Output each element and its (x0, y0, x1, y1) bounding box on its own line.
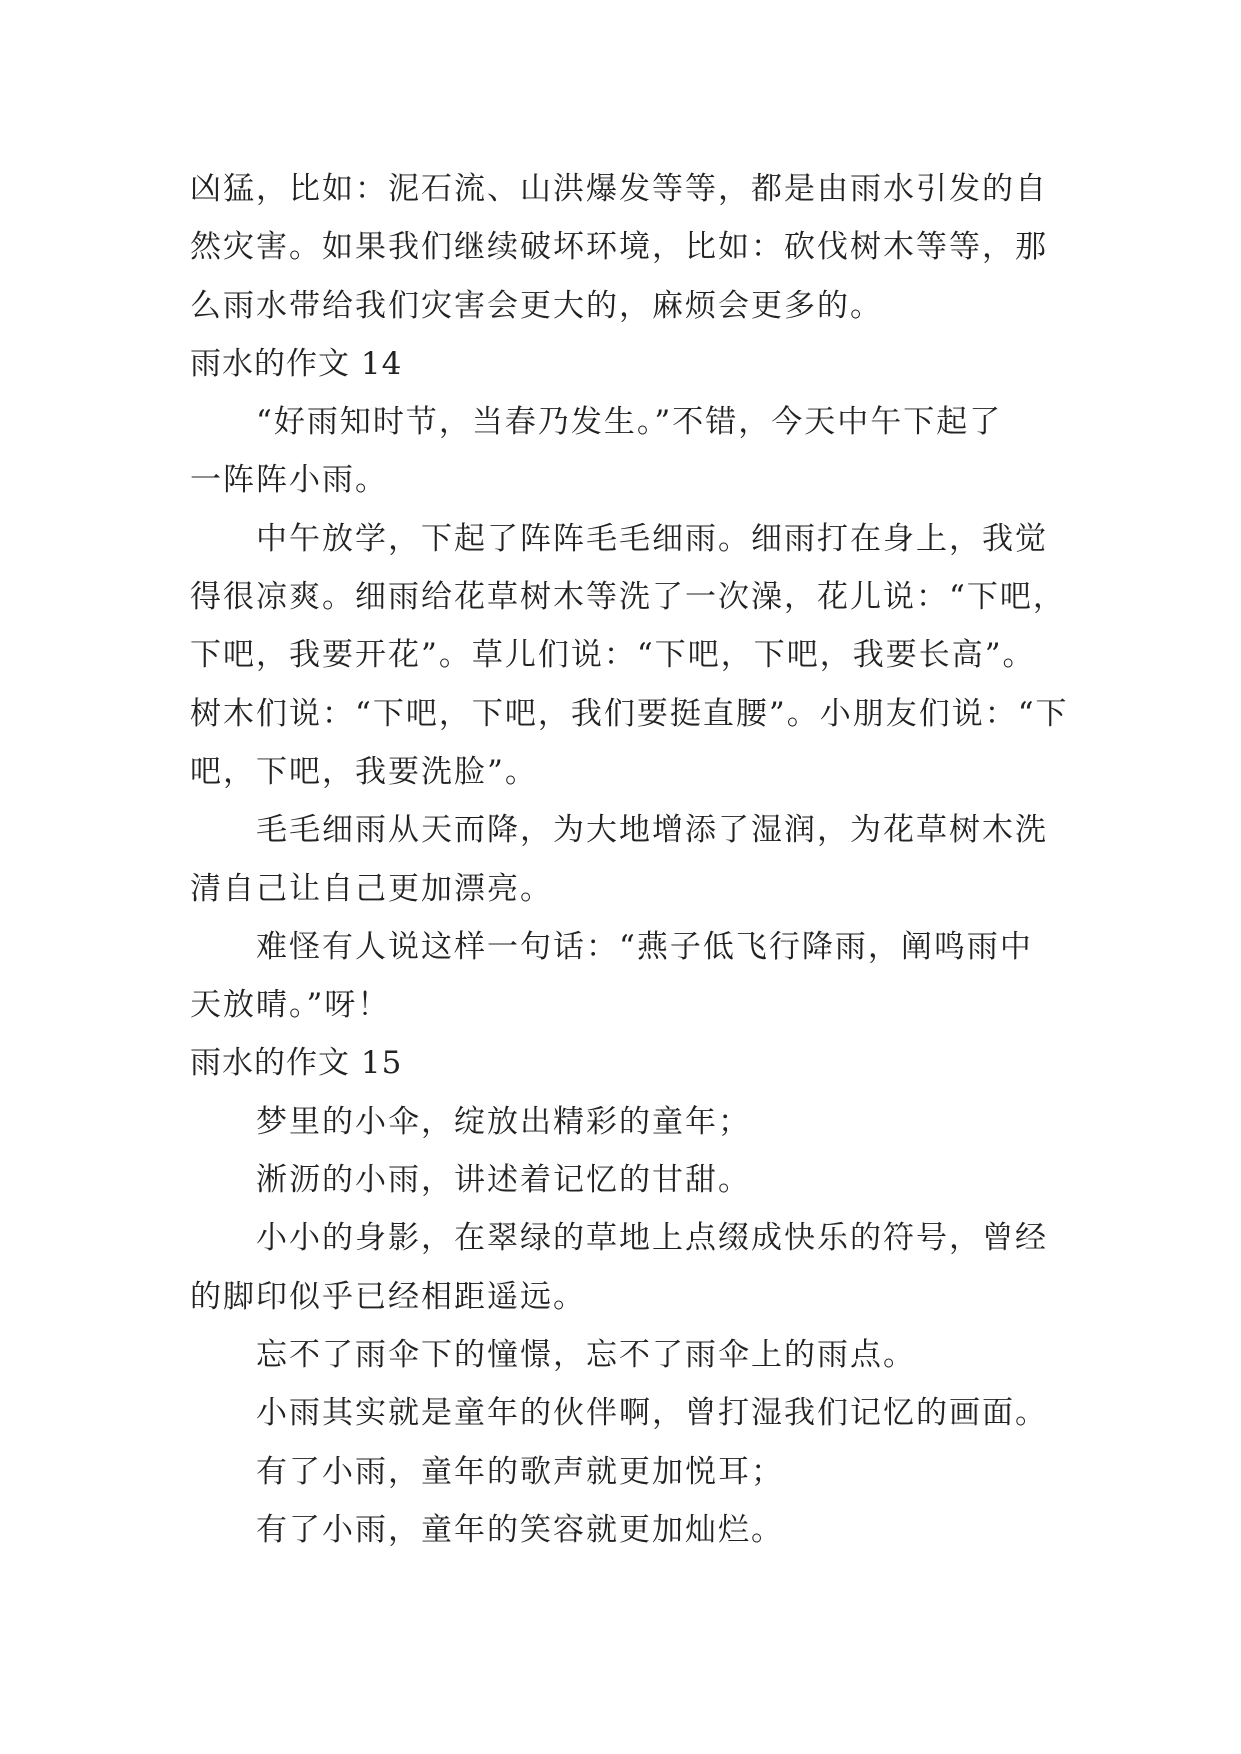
paragraph-first-line: 毛毛细雨从天而降，为大地增添了湿润，为花草树木洗 (256, 812, 1048, 849)
text-line: 么雨水带给我们灾害会更大的，麻烦会更多的。 (190, 287, 883, 324)
document-body (190, 160, 1070, 1559)
text-line: 树木们说：“下吧，下吧，我们要挺直腰”。小朋友们说：“下 (190, 695, 1069, 732)
text-line: 凶猛，比如：泥石流、山洪爆发等等，都是由雨水引发的自 (190, 171, 1048, 207)
paragraph-first-line: 有了小雨，童年的歌声就更加悦耳； (256, 1453, 784, 1490)
paragraph-first-line: 忘不了雨伞下的憧憬，忘不了雨伞上的雨点。 (256, 1336, 916, 1373)
text-line: 清自己让自己更加漂亮。 (190, 870, 553, 907)
paragraph-first-line: 淅沥的小雨，讲述着记忆的甘甜。 (256, 1162, 751, 1199)
paragraph-first-line: 小小的身影，在翠绿的草地上点缀成快乐的符号，曾经 (256, 1220, 1048, 1257)
text-line: 得很凉爽。细雨给花草树木等洗了一次澡，花儿说：“下吧， (190, 579, 1066, 616)
paragraph-first-line: “好雨知时节，当春乃发生。”不错，今天中午下起了 (256, 404, 1003, 441)
paragraph-first-line: 中午放学，下起了阵阵毛毛细雨。细雨打在身上，我觉 (256, 520, 1048, 557)
text-line: 的脚印似乎已经相距遥远。 (190, 1278, 586, 1315)
section-heading: 雨水的作文 14 (190, 345, 403, 382)
section-heading: 雨水的作文 15 (190, 1045, 403, 1082)
paragraph-first-line: 小雨其实就是童年的伙伴啊，曾打湿我们记忆的画面。 (256, 1395, 1048, 1432)
paragraph-first-line: 难怪有人说这样一句话：“燕子低飞行降雨，阐鸣雨中 (256, 928, 1033, 965)
text-line: 吧，下吧，我要洗脸”。 (190, 753, 538, 790)
text-line: 然灾害。如果我们继续破坏环境，比如：砍伐树木等等，那 (190, 229, 1048, 266)
text-line: 天放晴。”呀！ (190, 987, 391, 1024)
text-line: 下吧，我要开花”。草儿们说：“下吧，下吧，我要长高”。 (190, 637, 1036, 674)
paragraph-first-line: 梦里的小伞，绽放出精彩的童年； (256, 1103, 751, 1140)
paragraph-first-line: 有了小雨，童年的笑容就更加灿烂。 (256, 1511, 784, 1548)
text-line: 一阵阵小雨。 (190, 462, 388, 499)
